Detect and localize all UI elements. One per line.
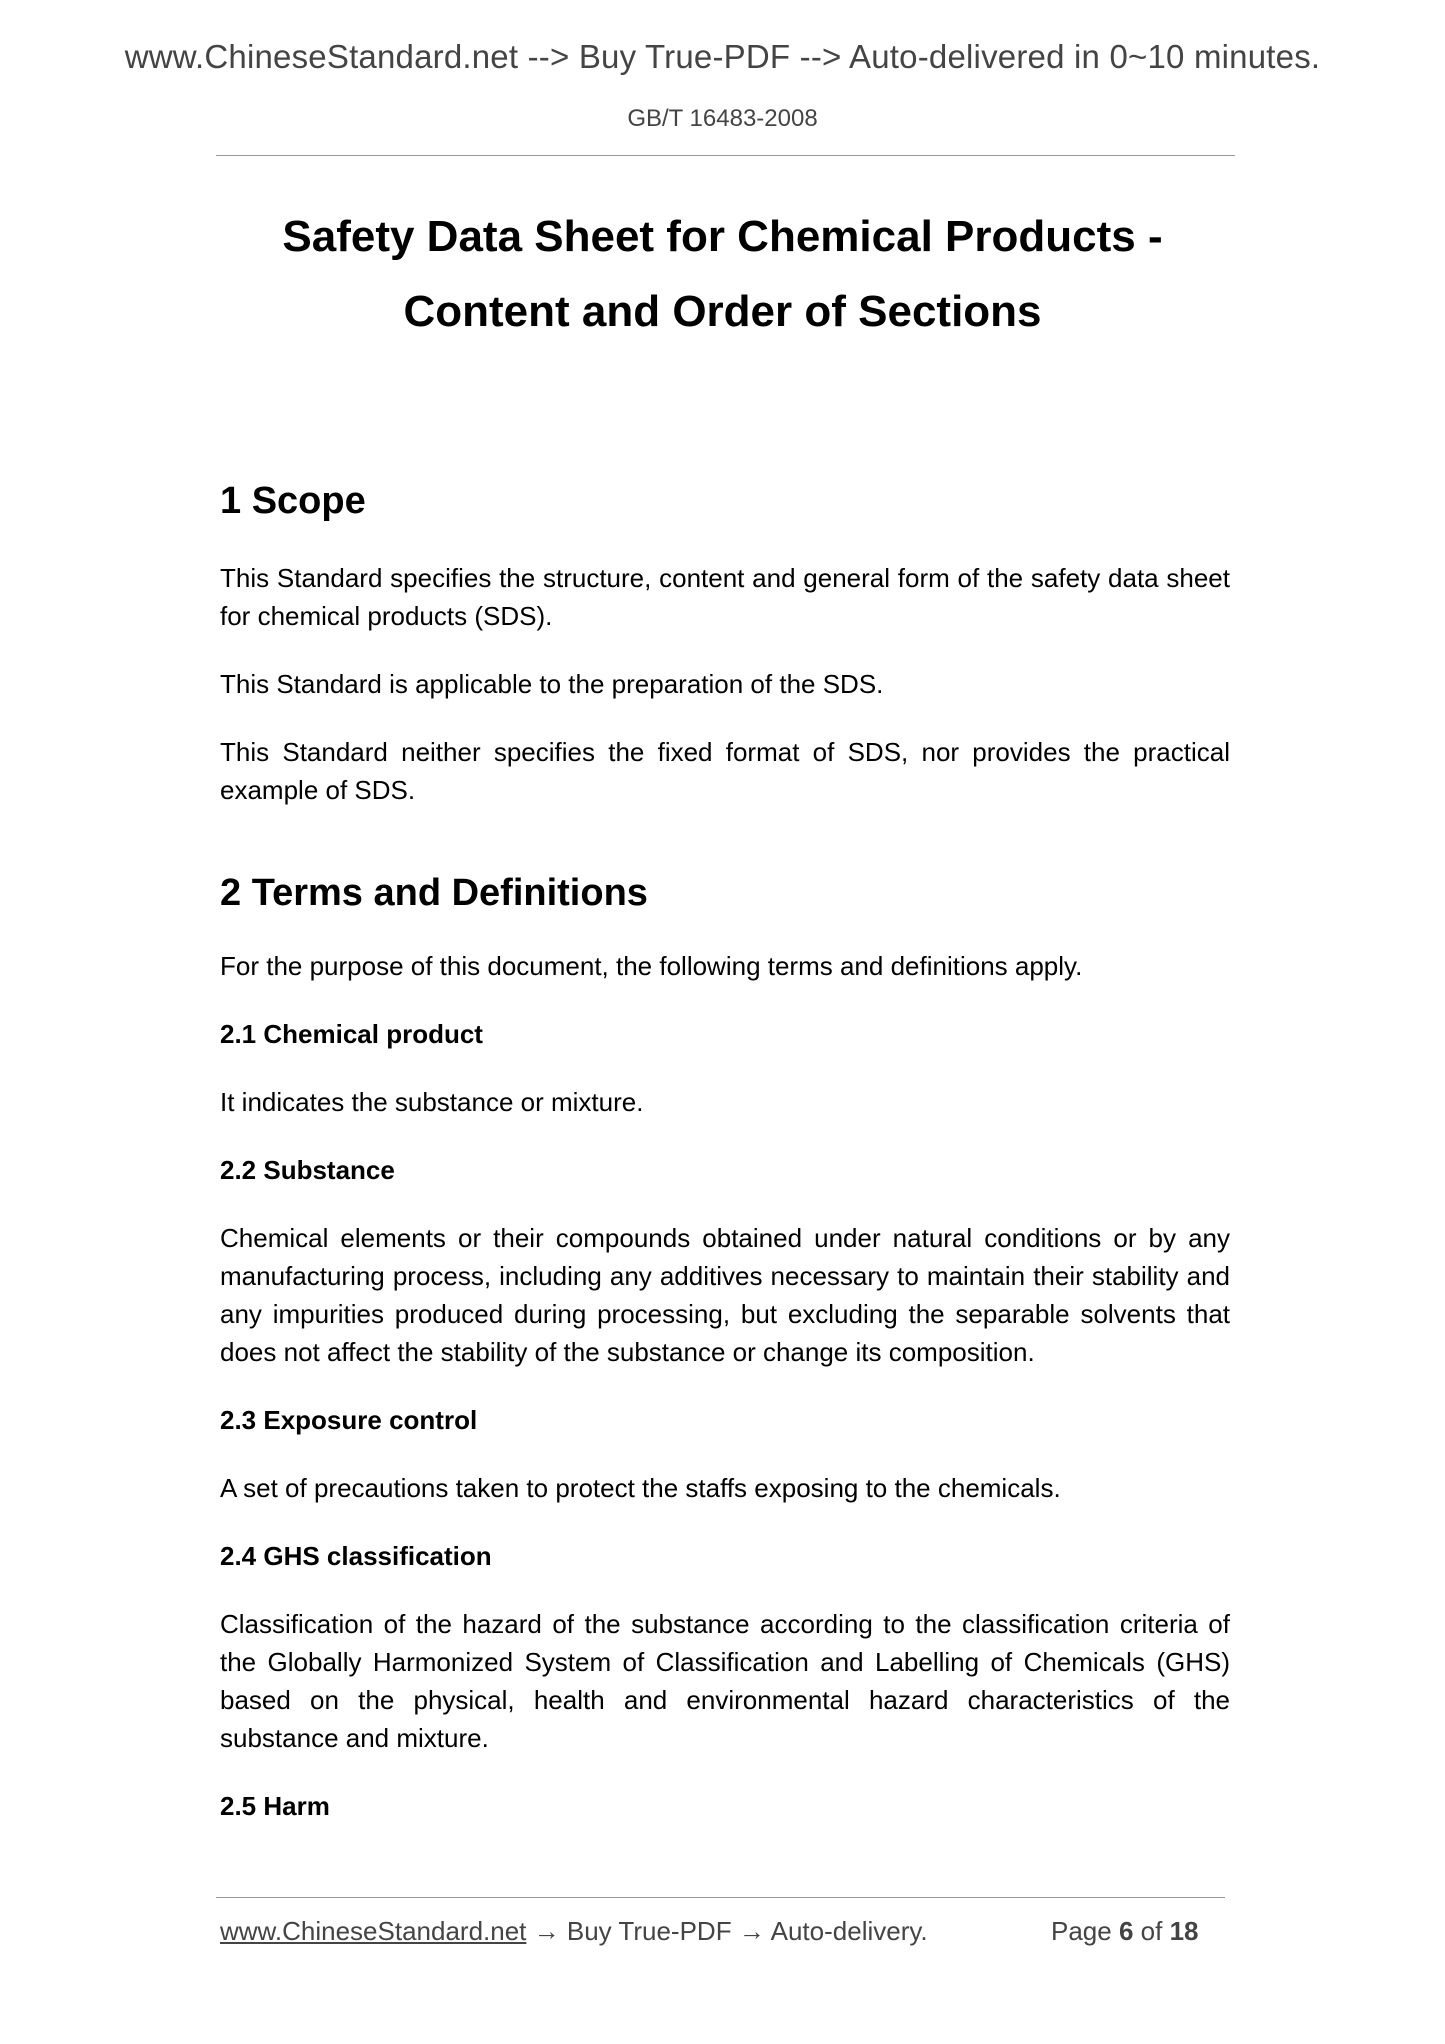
page-number: 6 bbox=[1118, 1916, 1134, 1946]
term-heading-2-3: 2.3 Exposure control bbox=[220, 1405, 478, 1435]
footer-buy-text: Buy True-PDF bbox=[566, 1916, 732, 1946]
term-heading-2-1: 2.1 Chemical product bbox=[220, 1019, 483, 1049]
page-total: 18 bbox=[1169, 1916, 1199, 1946]
term-heading-2-5: 2.5 Harm bbox=[220, 1791, 330, 1821]
document-code: GB/T 16483-2008 bbox=[627, 105, 818, 132]
scope-paragraph-1: This Standard specifies the structure, content and general form of the safety data sheet for chemical products (SDS). bbox=[220, 563, 1230, 631]
arrow-right-icon: → bbox=[738, 1916, 765, 1946]
term-text-2-2: Chemical elements or their compounds obtained under natural conditions or by any manufacturing process, including any additives necessary to maintain their stability and any impurities produced during processing, but excluding the separable solvents that does not affect the stability of the substance or change its composition. bbox=[220, 1223, 1230, 1367]
arrow-right-icon: → bbox=[533, 1916, 560, 1946]
terms-intro: For the purpose of this document, the following terms and definitions apply. bbox=[220, 951, 1083, 981]
footer-site-link[interactable]: www.ChineseStandard.net bbox=[220, 1916, 527, 1946]
page-of-label: of bbox=[1140, 1916, 1163, 1946]
document-title-line2: Content and Order of Sections bbox=[403, 287, 1042, 336]
section-heading-terms: 2 Terms and Definitions bbox=[220, 872, 648, 914]
term-heading-2-2: 2.2 Substance bbox=[220, 1155, 395, 1185]
footer-divider bbox=[216, 1897, 1225, 1898]
section-heading-scope: 1 Scope bbox=[220, 480, 366, 522]
scope-paragraph-2: This Standard is applicable to the preparation of the SDS. bbox=[220, 669, 884, 699]
page-indicator bbox=[1051, 1916, 1199, 1947]
term-text-2-3: A set of precautions taken to protect the staffs exposing to the chemicals. bbox=[220, 1473, 1061, 1503]
term-text-2-1: It indicates the substance or mixture. bbox=[220, 1087, 644, 1117]
header-divider bbox=[216, 155, 1235, 156]
term-heading-2-4: 2.4 GHS classification bbox=[220, 1541, 492, 1571]
document-body bbox=[220, 480, 1230, 1825]
scope-paragraph-3: This Standard neither specifies the fixed format of SDS, nor provides the practical example of SDS. bbox=[220, 737, 1230, 805]
footer-delivery-text: Auto-delivery. bbox=[770, 1916, 928, 1946]
footer-promo bbox=[220, 1916, 928, 1947]
page-label: Page bbox=[1051, 1916, 1112, 1946]
term-text-2-4: Classification of the hazard of the substance according to the classification criteria of the Globally Harmonized System of Classification and Labelling of Chemicals (GHS) based on the physical, health and environmental hazard characteristics of the substance and mixture. bbox=[220, 1609, 1230, 1753]
document-title-line1: Safety Data Sheet for Chemical Products - bbox=[282, 212, 1163, 261]
header-banner[interactable]: www.ChineseStandard.net --> Buy True-PDF --> Auto-delivered in 0~10 minutes. bbox=[124, 38, 1321, 75]
